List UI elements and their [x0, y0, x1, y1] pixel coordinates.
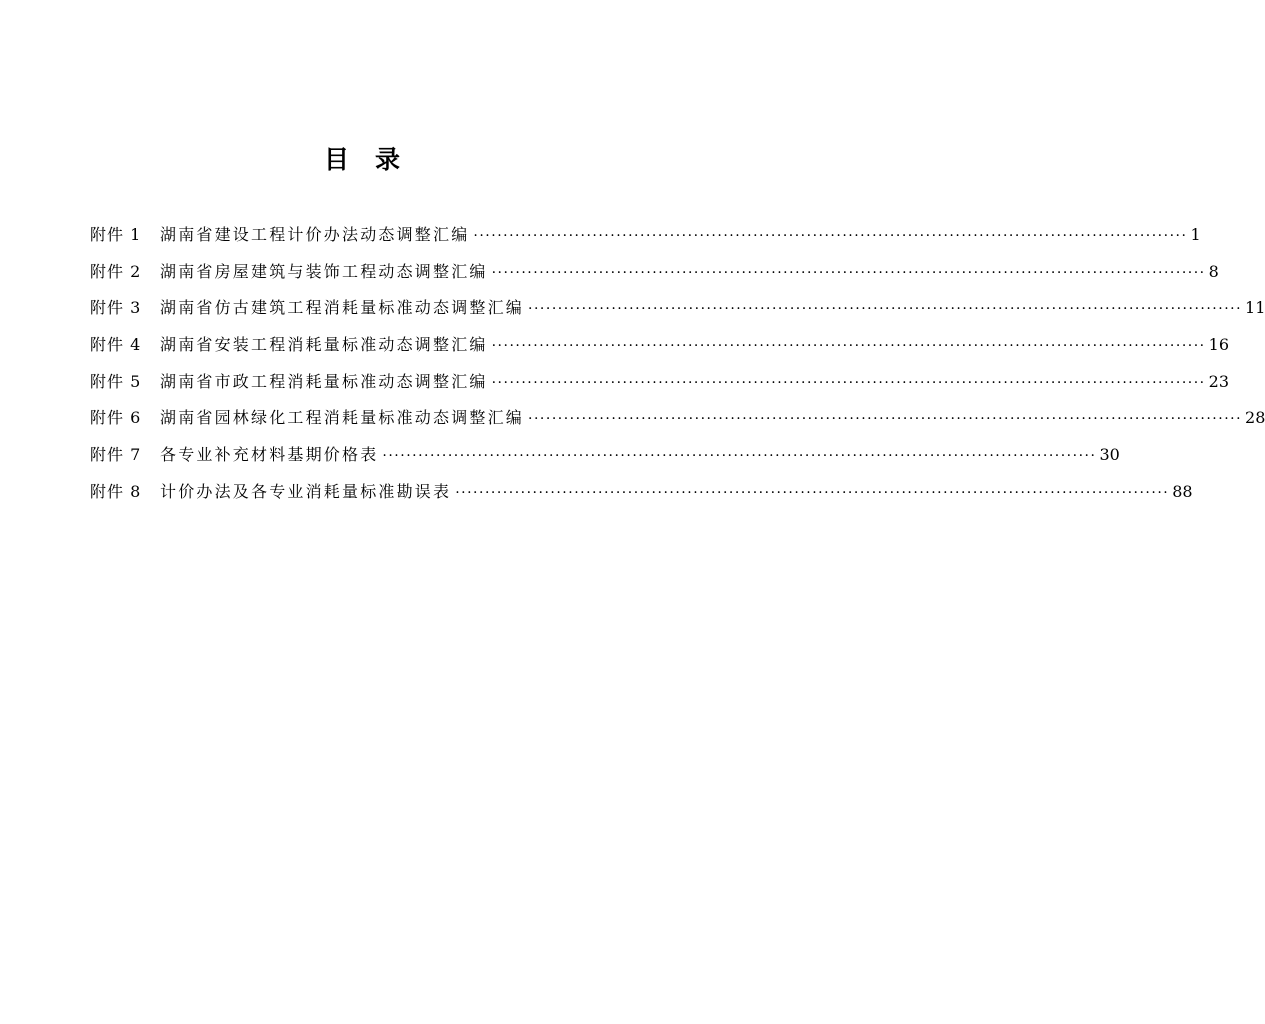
- toc-entry-page: 23: [1208, 371, 1229, 391]
- toc-leader-dots: ························································································································: [528, 411, 1243, 428]
- toc-entry[interactable]: [90, 479, 1193, 516]
- toc-entry-label: 附件 5: [90, 371, 142, 391]
- toc-entry-label: 附件 1: [90, 225, 142, 244]
- toc-entry[interactable]: [90, 295, 1265, 332]
- toc-entry[interactable]: [90, 332, 1229, 369]
- toc-entry-label: 附件 8: [90, 481, 142, 501]
- toc-entry-title: 湖南省园林绿化工程消耗量标准动态调整汇编: [160, 408, 525, 428]
- toc-entry-title: 湖南省建设工程计价办法动态调整汇编: [160, 225, 470, 244]
- toc-entry-label: 附件 4: [90, 335, 142, 355]
- toc-entry[interactable]: [90, 259, 1219, 296]
- toc-leader-dots: ························································································································: [491, 264, 1206, 281]
- toc-entry-title: 计价办法及各专业消耗量标准勘误表: [160, 481, 452, 501]
- toc-leader-dots: ························································································································: [491, 374, 1206, 391]
- toc-entry-page: 16: [1208, 335, 1229, 355]
- toc-entry-page: 8: [1208, 261, 1219, 281]
- toc-leader-dots: ························································································································: [491, 338, 1206, 355]
- title-char-2: 录: [375, 145, 401, 174]
- toc-entry-title: 湖南省市政工程消耗量标准动态调整汇编: [160, 371, 488, 391]
- toc-entry[interactable]: [90, 405, 1265, 442]
- table-of-contents: [90, 222, 1265, 516]
- toc-leader-dots: ························································································································: [382, 448, 1097, 465]
- toc-entry-label: 附件 2: [90, 261, 142, 281]
- toc-leader-dots: ························································································································: [473, 228, 1188, 244]
- toc-entry[interactable]: [90, 442, 1120, 479]
- toc-entry-page: 30: [1099, 445, 1120, 465]
- toc-entry-title: 湖南省仿古建筑工程消耗量标准动态调整汇编: [160, 298, 525, 318]
- toc-entry-title: 湖南省房屋建筑与装饰工程动态调整汇编: [160, 261, 488, 281]
- toc-entry-label: 附件 7: [90, 445, 142, 465]
- toc-entry-title: 湖南省安装工程消耗量标准动态调整汇编: [160, 335, 488, 355]
- toc-entry-page: 1: [1190, 225, 1201, 244]
- toc-entry-page: 11: [1245, 298, 1265, 318]
- toc-leader-dots: ························································································································: [455, 484, 1170, 501]
- toc-entry-label: 附件 6: [90, 408, 142, 428]
- toc-leader-dots: ························································································································: [528, 301, 1243, 318]
- page-title: [0, 142, 724, 178]
- toc-entry-label: 附件 3: [90, 298, 142, 318]
- title-char-1: 目: [323, 145, 349, 174]
- toc-entry-page: 88: [1172, 481, 1193, 501]
- toc-entry[interactable]: [90, 222, 1201, 259]
- toc-entry-title: 各专业补充材料基期价格表: [160, 445, 379, 465]
- toc-entry[interactable]: [90, 369, 1229, 406]
- toc-entry-page: 28: [1245, 408, 1265, 428]
